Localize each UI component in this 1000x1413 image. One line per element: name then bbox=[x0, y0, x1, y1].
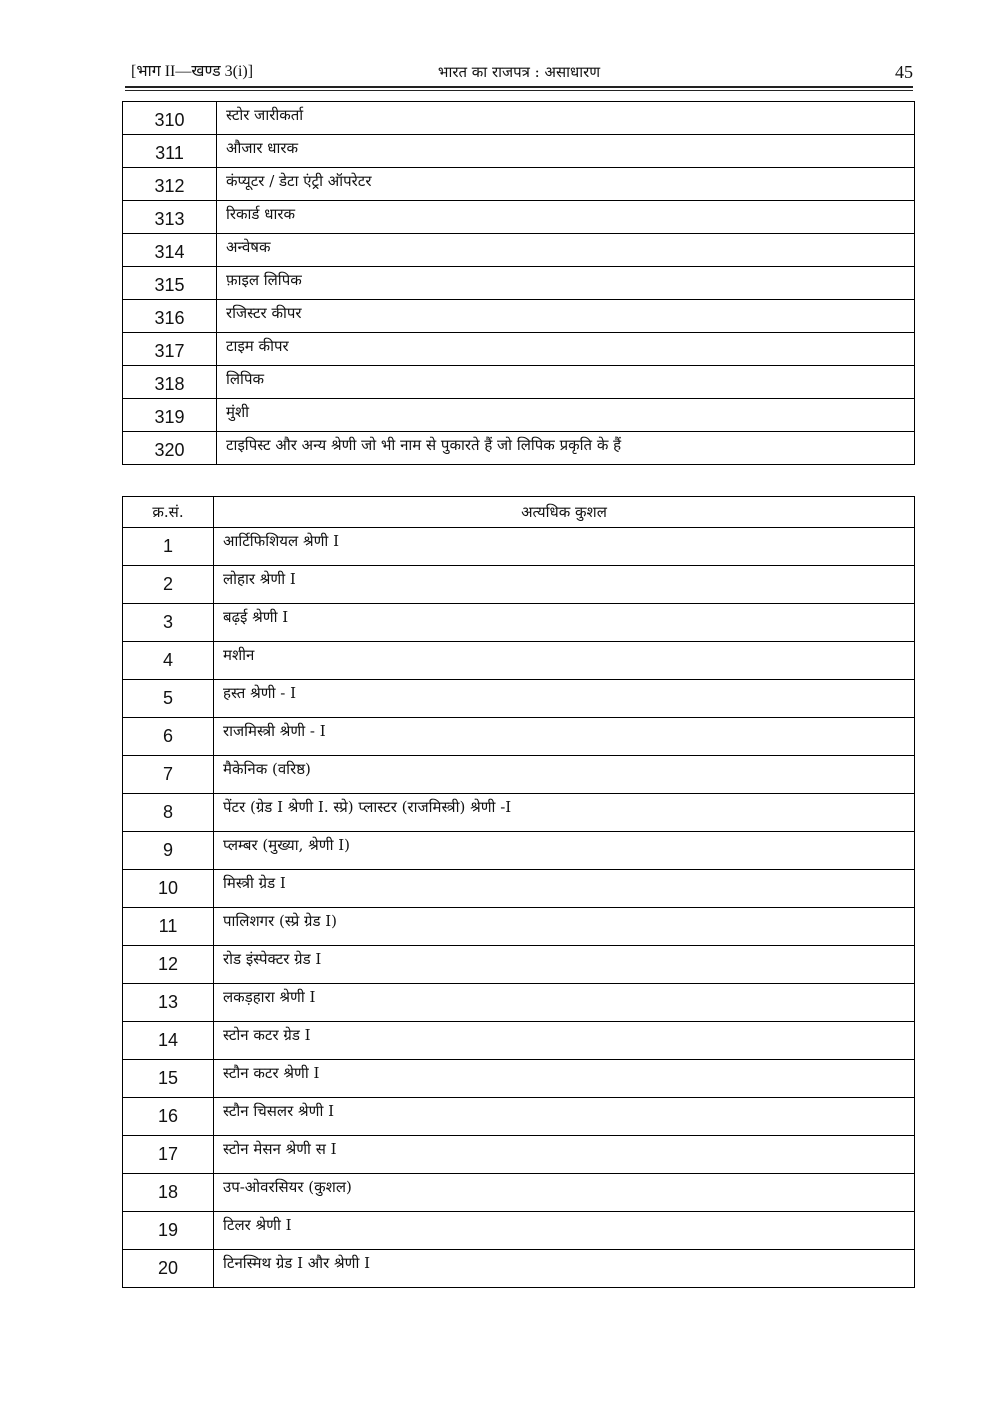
table-row bbox=[123, 832, 915, 870]
serial-number-cell: 20 bbox=[123, 1250, 214, 1288]
serial-number-cell: 312 bbox=[123, 168, 217, 201]
serial-number-cell: 2 bbox=[123, 566, 214, 604]
category-header: अत्यधिक कुशल bbox=[214, 497, 915, 528]
highly-skilled-table-body bbox=[123, 497, 915, 1288]
serial-number-cell: 1 bbox=[123, 528, 214, 566]
table-row bbox=[123, 366, 915, 399]
designation-cell: हस्त श्रेणी - I bbox=[214, 680, 915, 718]
serial-number-cell: 10 bbox=[123, 870, 214, 908]
designation-cell: मैकेनिक (वरिष्ठ) bbox=[214, 756, 915, 794]
serial-number-cell: 316 bbox=[123, 300, 217, 333]
table-row bbox=[123, 300, 915, 333]
table-row bbox=[123, 1212, 915, 1250]
table-row bbox=[123, 102, 915, 135]
table-row bbox=[123, 566, 915, 604]
designation-cell: अन्वेषक bbox=[217, 234, 915, 267]
designation-cell: मुंशी bbox=[217, 399, 915, 432]
table-row bbox=[123, 1098, 915, 1136]
designation-cell: स्टोर जारीकर्ता bbox=[217, 102, 915, 135]
designation-cell: रोड इंस्पेक्टर ग्रेड I bbox=[214, 946, 915, 984]
table-row bbox=[123, 1250, 915, 1288]
designation-cell: स्टौन चिसलर श्रेणी I bbox=[214, 1098, 915, 1136]
table-row bbox=[123, 135, 915, 168]
designation-cell: उप-ओवरसियर (कुशल) bbox=[214, 1174, 915, 1212]
highly-skilled-table bbox=[122, 496, 915, 1288]
designation-cell: टाइपिस्ट और अन्य श्रेणी जो भी नाम से पुकारते हैं जो लिपिक प्रकृति के हैं bbox=[217, 432, 915, 465]
serial-number-cell: 314 bbox=[123, 234, 217, 267]
page-header bbox=[125, 62, 913, 86]
designation-cell: मिस्त्री ग्रेड I bbox=[214, 870, 915, 908]
serial-number-cell: 13 bbox=[123, 984, 214, 1022]
designation-cell: टिलर श्रेणी I bbox=[214, 1212, 915, 1250]
serial-number-cell: 320 bbox=[123, 432, 217, 465]
table-row bbox=[123, 267, 915, 300]
serial-number-cell: 3 bbox=[123, 604, 214, 642]
serial-number-cell: 5 bbox=[123, 680, 214, 718]
serial-number-cell: 15 bbox=[123, 1060, 214, 1098]
clerical-table bbox=[122, 101, 915, 465]
serial-number-cell: 4 bbox=[123, 642, 214, 680]
table-row bbox=[123, 908, 915, 946]
table-row bbox=[123, 432, 915, 465]
serial-number-cell: 310 bbox=[123, 102, 217, 135]
serial-number-cell: 7 bbox=[123, 756, 214, 794]
designation-cell: स्टोन मेसन श्रेणी स I bbox=[214, 1136, 915, 1174]
designation-cell: फ़ाइल लिपिक bbox=[217, 267, 915, 300]
serial-number-cell: 319 bbox=[123, 399, 217, 432]
designation-cell: राजमिस्त्री श्रेणी - I bbox=[214, 718, 915, 756]
table-row bbox=[123, 399, 915, 432]
designation-cell: बढ़ई श्रेणी I bbox=[214, 604, 915, 642]
serial-number-cell: 6 bbox=[123, 718, 214, 756]
page-number: 45 bbox=[895, 62, 913, 82]
serial-number-cell: 17 bbox=[123, 1136, 214, 1174]
table-row bbox=[123, 1136, 915, 1174]
serial-number-cell: 19 bbox=[123, 1212, 214, 1250]
serial-number-cell: 318 bbox=[123, 366, 217, 399]
table-row bbox=[123, 1174, 915, 1212]
table-row bbox=[123, 870, 915, 908]
serial-number-cell: 11 bbox=[123, 908, 214, 946]
header-rule-top bbox=[125, 86, 913, 88]
designation-cell: मशीन bbox=[214, 642, 915, 680]
table-row bbox=[123, 680, 915, 718]
serial-number-cell: 9 bbox=[123, 832, 214, 870]
serial-number-cell: 8 bbox=[123, 794, 214, 832]
serial-number-cell: 14 bbox=[123, 1022, 214, 1060]
serial-number-cell: 16 bbox=[123, 1098, 214, 1136]
table-row bbox=[123, 168, 915, 201]
designation-cell: पालिशगर (स्प्रे ग्रेड I) bbox=[214, 908, 915, 946]
designation-cell: टिनस्मिथ ग्रेड I और श्रेणी I bbox=[214, 1250, 915, 1288]
header-section-label: [भाग II—खण्ड 3(i)] bbox=[131, 63, 254, 80]
table-row bbox=[123, 1022, 915, 1060]
designation-cell: लोहार श्रेणी I bbox=[214, 566, 915, 604]
table-row bbox=[123, 201, 915, 234]
table-row bbox=[123, 718, 915, 756]
serial-number-header: क्र.सं. bbox=[123, 497, 214, 528]
designation-cell: रजिस्टर कीपर bbox=[217, 300, 915, 333]
table-row bbox=[123, 946, 915, 984]
clerical-table-body bbox=[123, 102, 915, 465]
header-gazette-title: भारत का राजपत्र : असाधारण bbox=[437, 63, 601, 81]
table-row bbox=[123, 528, 915, 566]
serial-number-cell: 311 bbox=[123, 135, 217, 168]
table-row bbox=[123, 984, 915, 1022]
serial-number-cell: 315 bbox=[123, 267, 217, 300]
designation-cell: स्टौन कटर श्रेणी I bbox=[214, 1060, 915, 1098]
header-rule-bottom bbox=[125, 90, 913, 91]
table-row bbox=[123, 604, 915, 642]
designation-cell: टाइम कीपर bbox=[217, 333, 915, 366]
serial-number-cell: 12 bbox=[123, 946, 214, 984]
designation-cell: रिकार्ड धारक bbox=[217, 201, 915, 234]
table-header-row bbox=[123, 497, 915, 528]
table-row bbox=[123, 1060, 915, 1098]
serial-number-cell: 313 bbox=[123, 201, 217, 234]
designation-cell: पेंटर (ग्रेड I श्रेणी I. स्प्रे) प्लास्टर (राजमिस्त्री) श्रेणी -I bbox=[214, 794, 915, 832]
designation-cell: आर्टिफिशियल श्रेणी I bbox=[214, 528, 915, 566]
serial-number-cell: 18 bbox=[123, 1174, 214, 1212]
designation-cell: लकड़हारा श्रेणी I bbox=[214, 984, 915, 1022]
designation-cell: प्लम्बर (मुख्या, श्रेणी I) bbox=[214, 832, 915, 870]
table-row bbox=[123, 756, 915, 794]
designation-cell: औजार धारक bbox=[217, 135, 915, 168]
designation-cell: स्टोन कटर ग्रेड I bbox=[214, 1022, 915, 1060]
table-row bbox=[123, 234, 915, 267]
table-row bbox=[123, 794, 915, 832]
serial-number-cell: 317 bbox=[123, 333, 217, 366]
table-row bbox=[123, 642, 915, 680]
table-row bbox=[123, 333, 915, 366]
designation-cell: लिपिक bbox=[217, 366, 915, 399]
designation-cell: कंप्यूटर / डेटा एंट्री ऑपरेटर bbox=[217, 168, 915, 201]
